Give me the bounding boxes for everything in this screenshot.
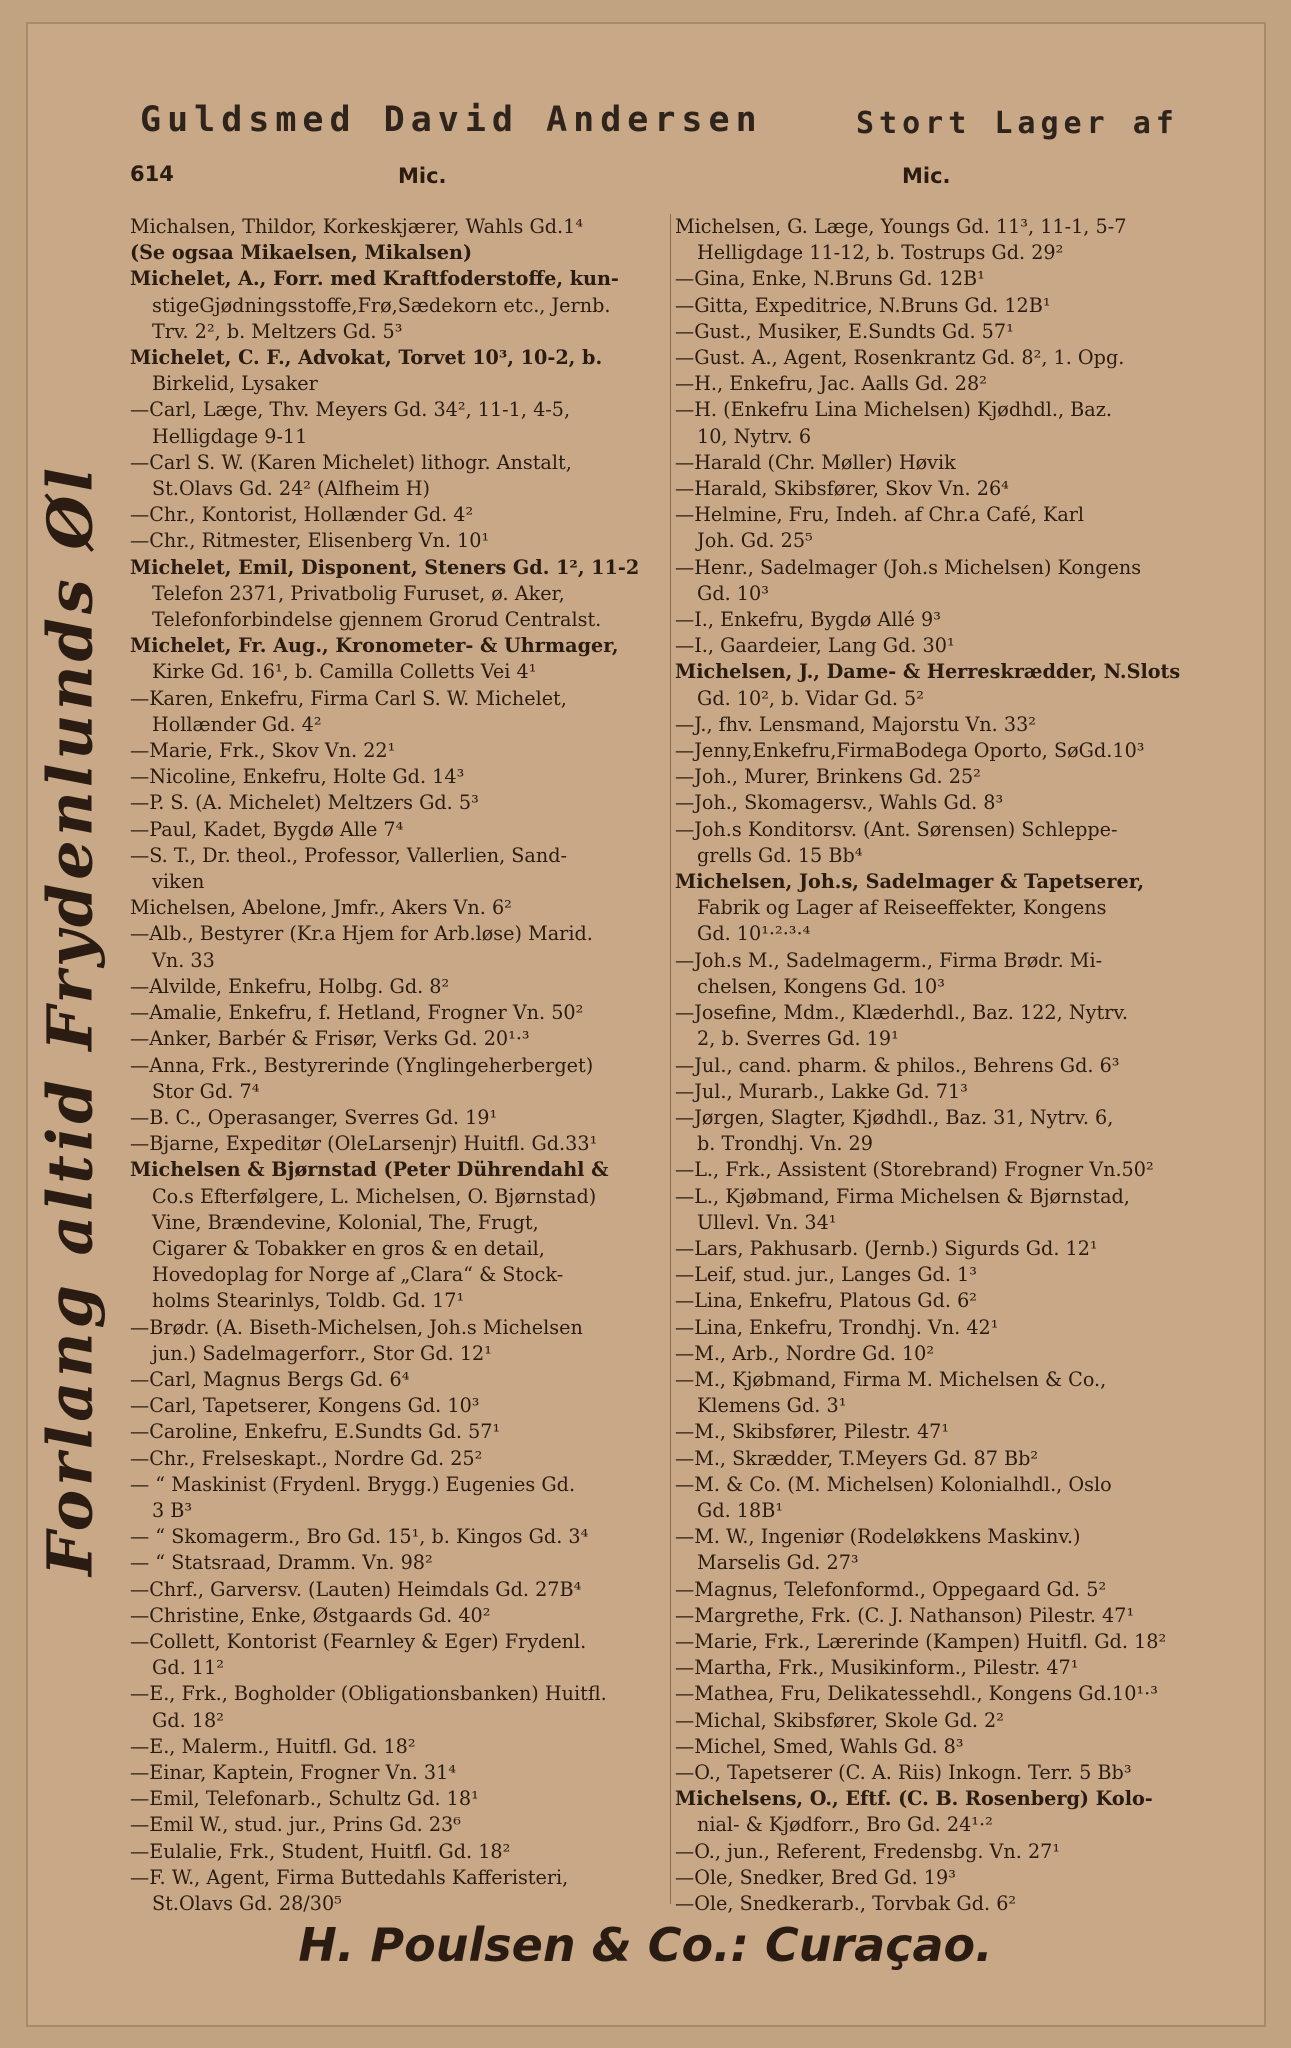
directory-entry-line: —Michal, Skibsfører, Skole Gd. 2² <box>675 1708 1004 1732</box>
directory-entry-line: —Emil W., stud. jur., Prins Gd. 23⁶ <box>130 1813 461 1837</box>
directory-entry-line: Telefonforbindelse gjennem Grorud Centralst. <box>152 608 602 632</box>
directory-entry-line: —Carl S. W. (Karen Michelet) lithogr. Anstalt, <box>130 450 572 474</box>
directory-entry-line: —Jørgen, Slagter, Kjødhdl., Baz. 31, Nytrv. 6, <box>675 1105 1114 1129</box>
directory-entry-line: Helligdage 11-12, b. Tostrups Gd. 29² <box>697 241 1064 265</box>
right-column-entries <box>675 214 1212 1914</box>
directory-entry-line: —Helmine, Fru, Indeh. af Chr.a Café, Karl <box>675 503 1085 527</box>
running-head-right: Mic. <box>902 164 951 188</box>
directory-entry-line: Michelet, C. F., Advokat, Torvet 10³, 10-2, b. <box>130 346 603 370</box>
directory-entry-line: Helligdage 9-11 <box>152 424 308 448</box>
directory-entry-line: —Mathea, Fru, Delikatessehdl., Kongens Gd.10¹·³ <box>675 1682 1158 1706</box>
directory-entry-line: —Amalie, Enkefru, f. Hetland, Frogner Vn. 50² <box>130 1001 584 1025</box>
directory-entry-line: —Ole, Snedkerarb., Torvbak Gd. 6² <box>675 1892 1017 1914</box>
directory-entry-line: Klemens Gd. 3¹ <box>697 1394 847 1418</box>
directory-entry-line: —H. (Enkefru Lina Michelsen) Kjødhdl., Baz. <box>675 398 1112 422</box>
directory-entry-line: —Joh., Skomagersv., Wahls Gd. 8³ <box>675 791 1004 815</box>
directory-entry-line: —Collett, Kontorist (Fearnley & Eger) Frydenl. <box>130 1629 587 1653</box>
directory-entry-line: Michelsen, G. Læge, Youngs Gd. 11³, 11-1, 5-7 <box>675 215 1127 238</box>
directory-entry-line: jun.) Sadelmagerforr., Stor Gd. 12¹ <box>152 1341 492 1365</box>
directory-entry-line: —F. W., Agent, Firma Buttedahls Kafferisteri, <box>130 1865 569 1889</box>
directory-entry-line: —Ole, Snedker, Bred Gd. 19³ <box>675 1865 956 1889</box>
directory-entry-line: —Chr., Ritmester, Elisenberg Vn. 10¹ <box>130 529 490 553</box>
left-column-entries <box>130 214 667 1914</box>
directory-entry-line: b. Trondhj. Vn. 29 <box>697 1132 873 1156</box>
directory-entry-line: (Se ogsaa Mikaelsen, Mikalsen) <box>130 241 473 265</box>
directory-entry-line: —Chrf., Garversv. (Lauten) Heimdals Gd. 27B⁴ <box>130 1577 582 1601</box>
directory-entry-line: —O., Tapetserer (C. A. Riis) Inkogn. Terr. 5 Bb³ <box>675 1760 1132 1784</box>
directory-entry-line: Michelet, Fr. Aug., Kronometer- & Uhrmager, <box>130 634 619 658</box>
directory-entry-line: Marselis Gd. 27³ <box>697 1551 859 1575</box>
directory-entry-line: —Carl, Magnus Bergs Gd. 6⁴ <box>130 1367 410 1391</box>
directory-entry-line: —M., Skibsfører, Pilestr. 47¹ <box>675 1420 950 1444</box>
page-number: 614 <box>130 162 174 186</box>
directory-entry-line: — “ Maskinist (Frydenl. Brygg.) Eugenies Gd. <box>130 1472 576 1496</box>
top-advertisement-banner <box>140 100 1190 148</box>
directory-entry-line: —Josefine, Mdm., Klæderhdl., Baz. 122, Nytrv. <box>675 1001 1128 1025</box>
directory-entry-line: —Jenny,Enkefru,FirmaBodega Oporto, SøGd.10³ <box>675 739 1145 763</box>
directory-entry-line: Telefon 2371, Privatbolig Furuset, ø. Aker, <box>152 581 565 605</box>
directory-entry-line: —Lina, Enkefru, Platous Gd. 6² <box>675 1289 977 1313</box>
directory-entry-line: Gd. 18B¹ <box>697 1498 784 1522</box>
directory-entry-line: stigeGjødningsstoffe,Frø,Sædekorn etc., Jernb. <box>152 293 611 317</box>
directory-entry-line: —Lars, Pakhusarb. (Jernb.) Sigurds Gd. 12¹ <box>675 1236 1098 1260</box>
directory-entry-line: Vine, Brændevine, Kolonial, The, Frugt, <box>152 1210 539 1234</box>
side-advertisement-text: Forlang altid Frydenlunds Øl <box>33 464 107 1576</box>
directory-entry-line: —Jul., Murarb., Lakke Gd. 71³ <box>675 1079 968 1103</box>
directory-entry-line: Gd. 10¹·²·³·⁴ <box>697 922 811 946</box>
directory-entry-line: Michelsens, O., Eftf. (C. B. Rosenberg) Kolo- <box>675 1787 1153 1811</box>
directory-entry-line: —Carl, Tapetserer, Kongens Gd. 10³ <box>130 1394 480 1418</box>
directory-entry-line: —M., Kjøbmand, Firma M. Michelsen & Co., <box>675 1367 1107 1391</box>
directory-entry-line: —E., Frk., Bogholder (Obligationsbanken) Huitfl. <box>130 1682 607 1706</box>
directory-entry-line: —Einar, Kaptein, Frogner Vn. 31⁴ <box>130 1760 457 1784</box>
directory-entry-line: St.Olavs Gd. 24² (Alfheim H) <box>152 477 431 501</box>
directory-entry-line: viken <box>152 870 205 894</box>
directory-entry-line: 2, b. Sverres Gd. 19¹ <box>697 1027 899 1051</box>
directory-entry-line: —I., Enkefru, Bygdø Allé 9³ <box>675 608 941 632</box>
directory-entry-line: —Alb., Bestyrer (Kr.a Hjem for Arb.løse) Marid. <box>130 922 593 946</box>
directory-entry-line: —M., Arb., Nordre Gd. 10² <box>675 1341 935 1365</box>
bottom-advertisement: H. Poulsen & Co.: Curaçao. <box>298 1918 993 1972</box>
directory-entry-line: —I., Gaardeier, Lang Gd. 30¹ <box>675 634 955 658</box>
directory-entry-line: —Brødr. (A. Biseth-Michelsen, Joh.s Michelsen <box>130 1315 583 1339</box>
directory-entry-line: —Jul., cand. pharm. & philos., Behrens Gd. 6³ <box>675 1053 1120 1077</box>
banner-left-text: Guldsmed David Andersen <box>140 100 763 140</box>
directory-entry-line: Gd. 18² <box>152 1708 224 1732</box>
directory-entry-line: —Gust., Musiker, E.Sundts Gd. 57¹ <box>675 319 1014 343</box>
directory-entry-line: —Paul, Kadet, Bygdø Alle 7⁴ <box>130 817 404 841</box>
directory-entry-line: —L., Frk., Assistent (Storebrand) Frogner Vn.50² <box>675 1158 1154 1182</box>
directory-entry-line: —Margrethe, Frk. (C. J. Nathanson) Pilestr. 47¹ <box>675 1603 1135 1627</box>
directory-entry-line: —Alvilde, Enkefru, Holbg. Gd. 8² <box>130 974 450 998</box>
directory-entry-line: Gd. 10³ <box>697 581 769 605</box>
directory-entry-line: —Joh.s Konditorsv. (Ant. Sørensen) Schleppe- <box>675 817 1118 841</box>
directory-entry-line: 10, Nytrv. 6 <box>697 424 812 448</box>
directory-entry-line: —Henr., Sadelmager (Joh.s Michelsen) Kongens <box>675 555 1142 579</box>
directory-entry-line: —Joh.s M., Sadelmagerm., Firma Brødr. Mi- <box>675 948 1103 972</box>
directory-entry-line: —Chr., Kontorist, Hollænder Gd. 4² <box>130 503 474 527</box>
directory-entry-line: Stor Gd. 7⁴ <box>152 1079 260 1103</box>
running-head-left: Mic. <box>398 164 447 188</box>
directory-entry-line: —Martha, Frk., Musikinform., Pilestr. 47¹ <box>675 1656 1079 1680</box>
directory-entry-line: —Leif, stud. jur., Langes Gd. 1³ <box>675 1263 977 1287</box>
directory-entry-line: —Chr., Frelseskapt., Nordre Gd. 25² <box>130 1446 483 1470</box>
directory-entry-line: —Anna, Frk., Bestyrerinde (Ynglingeherberget) <box>130 1053 594 1077</box>
directory-entry-line: —Harald (Chr. Møller) Høvik <box>675 450 956 474</box>
directory-entry-line: Ullevl. Vn. 34¹ <box>697 1210 837 1234</box>
directory-entry-line: St.Olavs Gd. 28/30⁵ <box>152 1892 342 1914</box>
directory-entry-line: —L., Kjøbmand, Firma Michelsen & Bjørnstad, <box>675 1184 1130 1208</box>
directory-entry-line: Kirke Gd. 16¹, b. Camilla Colletts Vei 4¹ <box>152 660 537 684</box>
directory-entry-line: Michelsen, Abelone, Jmfr., Akers Vn. 6² <box>130 896 512 920</box>
directory-entry-line: Gd. 11² <box>152 1656 224 1680</box>
directory-entry-line: Cigarer & Tobakker en gros & en detail, <box>152 1236 545 1260</box>
side-advertisement <box>10 464 130 1576</box>
directory-entry-line: —Bjarne, Expeditør (OleLarsenjr) Huitfl. Gd.33¹ <box>130 1132 598 1156</box>
directory-entry-line: chelsen, Kongens Gd. 10³ <box>697 974 945 998</box>
directory-entry-line: grells Gd. 15 Bb⁴ <box>697 843 863 867</box>
directory-entry-line: —Karen, Enkefru, Firma Carl S. W. Michelet, <box>130 686 567 710</box>
directory-entry-line: —Harald, Skibsfører, Skov Vn. 26⁴ <box>675 477 1009 501</box>
banner-right-text: Stort Lager af <box>856 106 1179 141</box>
directory-entry-line: Michelsen, Joh.s, Sadelmager & Tapetserer, <box>675 870 1145 894</box>
directory-entry-line: —S. T., Dr. theol., Professor, Vallerlien, Sand- <box>130 843 567 867</box>
directory-entry-line: —E., Malerm., Huitfl. Gd. 18² <box>130 1734 416 1758</box>
directory-entry-line: Joh. Gd. 25⁵ <box>697 529 813 553</box>
directory-entry-line: Michelet, Emil, Disponent, Steners Gd. 1², 11-2 <box>130 555 640 579</box>
directory-entry-line: —O., jun., Referent, Fredensbg. Vn. 27¹ <box>675 1839 1061 1863</box>
directory-entry-line: Hollænder Gd. 4² <box>152 712 322 736</box>
directory-entry-line: —Caroline, Enkefru, E.Sundts Gd. 57¹ <box>130 1420 501 1444</box>
directory-entry-line: Michalsen, Thildor, Korkeskjærer, Wahls Gd.1⁴ <box>130 215 584 238</box>
directory-entry-line: —Michel, Smed, Wahls Gd. 8³ <box>675 1734 964 1758</box>
directory-entry-line: —M. W., Ingeniør (Rodeløkkens Maskinv.) <box>675 1525 1081 1549</box>
directory-entry-line: —Marie, Frk., Skov Vn. 22¹ <box>130 739 396 763</box>
directory-entry-line: holms Stearinlys, Toldb. Gd. 17¹ <box>152 1289 465 1313</box>
directory-entry-line: Gd. 10², b. Vidar Gd. 5² <box>697 686 924 710</box>
directory-entry-line: —Magnus, Telefonformd., Oppegaard Gd. 5² <box>675 1577 1107 1601</box>
directory-entry-line: —P. S. (A. Michelet) Meltzers Gd. 5³ <box>130 791 479 815</box>
directory-entry-line: Co.s Efterfølgere, L. Michelsen, O. Bjørnstad) <box>152 1184 597 1208</box>
directory-entry-line: —Gust. A., Agent, Rosenkrantz Gd. 8², 1. Opg. <box>675 346 1125 370</box>
directory-entry-line: nial- & Kjødforr., Bro Gd. 24¹·² <box>697 1813 993 1837</box>
directory-entry-line: Michelsen, J., Dame- & Herreskrædder, N.Slots <box>675 660 1181 684</box>
directory-entry-line: —B. C., Operasanger, Sverres Gd. 19¹ <box>130 1105 498 1129</box>
directory-entry-line: Michelsen & Bjørnstad (Peter Dührendahl & <box>130 1158 609 1182</box>
directory-entry-line: — “ Statsraad, Dramm. Vn. 98² <box>130 1551 433 1575</box>
column-divider <box>670 214 671 1904</box>
directory-entry-line: —Gina, Enke, N.Bruns Gd. 12B¹ <box>675 267 985 291</box>
directory-entry-line: —Eulalie, Frk., Student, Huitfl. Gd. 18² <box>130 1839 511 1863</box>
directory-entry-line: —J., fhv. Lensmand, Majorstu Vn. 33² <box>675 712 1036 736</box>
directory-entry-line: —M. & Co. (M. Michelsen) Kolonialhdl., Oslo <box>675 1472 1112 1496</box>
directory-entry-line: Vn. 33 <box>152 948 215 972</box>
directory-entry-line: —Emil, Telefonarb., Schultz Gd. 18¹ <box>130 1787 479 1811</box>
directory-entry-line: Hovedoplag for Norge af „Clara“ & Stock- <box>152 1263 564 1287</box>
directory-entry-line: —Christine, Enke, Østgaards Gd. 40² <box>130 1603 491 1627</box>
directory-entry-line: —Lina, Enkefru, Trondhj. Vn. 42¹ <box>675 1315 999 1339</box>
directory-entry-line: —Joh., Murer, Brinkens Gd. 25² <box>675 765 981 789</box>
directory-entry-line: —M., Skrædder, T.Meyers Gd. 87 Bb² <box>675 1446 1039 1470</box>
directory-entry-line: —Anker, Barbér & Frisør, Verks Gd. 20¹·³ <box>130 1027 530 1051</box>
directory-entry-line: Trv. 2², b. Meltzers Gd. 5³ <box>152 319 403 343</box>
directory-entry-line: —Marie, Frk., Lærerinde (Kampen) Huitfl. Gd. 18² <box>675 1629 1167 1653</box>
directory-entry-line: — “ Skomagerm., Bro Gd. 15¹, b. Kingos Gd. 3⁴ <box>130 1525 589 1549</box>
directory-entry-line: —H., Enkefru, Jac. Aalls Gd. 28² <box>675 372 987 396</box>
directory-entry-line: Birkelid, Lysaker <box>152 372 318 396</box>
directory-entry-line: —Nicoline, Enkefru, Holte Gd. 14³ <box>130 765 465 789</box>
directory-entry-line: Fabrik og Lager af Reiseeffekter, Kongens <box>697 896 1107 920</box>
directory-entry-line: Michelet, A., Forr. med Kraftfoderstoffe, kun- <box>130 267 619 291</box>
directory-entry-line: 3 B³ <box>152 1498 193 1522</box>
directory-entry-line: —Carl, Læge, Thv. Meyers Gd. 34², 11-1, 4-5, <box>130 398 571 422</box>
directory-entry-line: —Gitta, Expeditrice, N.Bruns Gd. 12B¹ <box>675 293 1051 317</box>
